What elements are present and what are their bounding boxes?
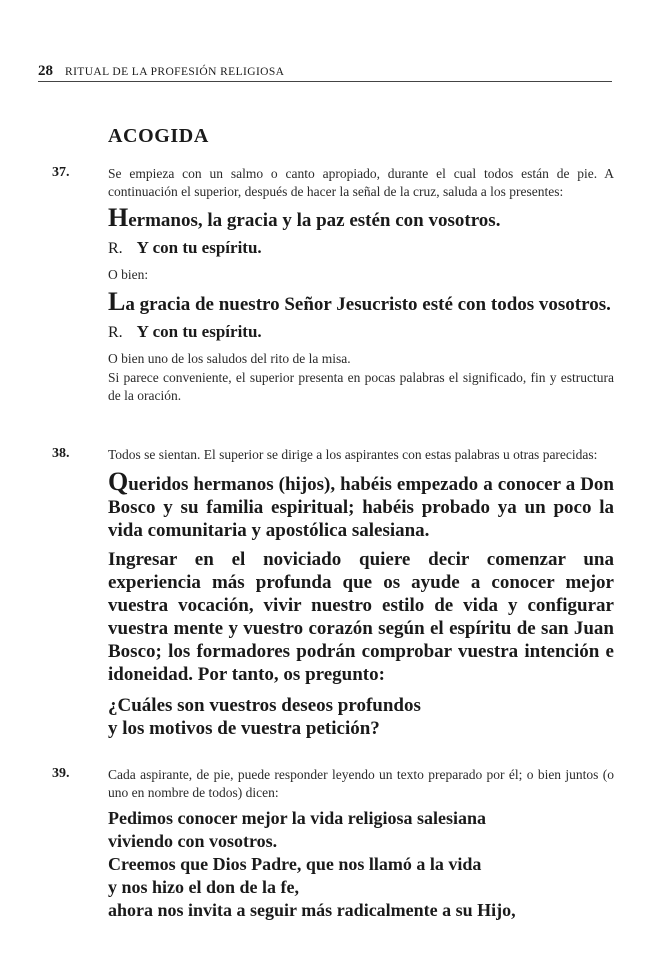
rubric-text: Todos se sientan. El superior se dirige a los aspirantes con estas palabras u otras parecidas: — [108, 447, 598, 462]
paragraph-number: 37. — [52, 165, 70, 180]
drop-cap: Q — [108, 466, 129, 496]
page-header — [38, 62, 612, 82]
address-text — [108, 466, 614, 542]
response-line — [108, 322, 614, 342]
response-lines — [108, 807, 614, 922]
page-number: 28 — [38, 63, 53, 79]
section-title: ACOGIDA — [108, 125, 209, 147]
response-line: y nos hizo el don de la fe, — [108, 877, 300, 897]
question-text — [108, 694, 614, 740]
response-line — [108, 238, 614, 258]
question-line: y los motivos de vuestra petición? — [108, 717, 380, 739]
greeting-text-body: a gracia de nuestro Señor Jesucristo esté con todos vosotros. — [125, 293, 611, 315]
paragraph-39 — [52, 766, 614, 922]
response-line: viviendo con vosotros. — [108, 831, 278, 851]
response-text: Y con tu espíritu. — [136, 321, 262, 341]
running-title: RITUAL DE LA PROFESIÓN RELIGIOSA — [65, 66, 285, 78]
question-line: ¿Cuáles son vuestros deseos profundos — [108, 694, 421, 716]
response-line: Pedimos conocer mejor la vida religiosa salesiana — [108, 808, 486, 828]
response-symbol: R. — [108, 240, 123, 257]
rubric-text: O bien uno de los saludos del rito de la misa. — [108, 350, 351, 366]
response-symbol: R. — [108, 323, 123, 341]
paragraph-37 — [52, 165, 614, 410]
rubric-text: Cada aspirante, de pie, puede responder leyendo un texto preparado por él; o bien juntos (o uno en nombre de todos) dicen: — [108, 767, 614, 800]
paragraph-38 — [52, 446, 614, 746]
response-line: Creemos que Dios Padre, que nos llamó a la vida — [108, 854, 482, 874]
greeting-text — [108, 203, 614, 232]
response-line: ahora nos invita a seguir más radicalmente a su Hijo, — [108, 900, 516, 920]
greeting-text-alt — [108, 286, 614, 316]
rubric-text: Si parece conveniente, el superior presenta en pocas palabras el significado, fin y estructura de la oración. — [108, 370, 614, 403]
drop-cap: L — [108, 286, 126, 316]
paragraph-number: 39. — [52, 766, 70, 781]
drop-cap: H — [108, 203, 129, 232]
address-text-continued: Ingresar en el noviciado quiere decir comenzar una experiencia más profunda que os ayude a conocer mejor vuestra vocación, vivir nuestro estilo de vida y configurar vuestra mente y vuestro corazón según el espíritu de san Juan Bosco; los formadores podrán comprobar vuestra intención e idoneidad. Por tanto, os pregunto: — [108, 548, 614, 685]
address-text-body: ueridos hermanos (hijos), habéis empezado a conocer a Don Bosco y su familia espiritual; habéis probado ya un poco la vida comunitaria y apostólica salesiana. — [108, 473, 614, 541]
response-text: Y con tu espíritu. — [136, 238, 262, 257]
rubric-or: O bien: — [108, 267, 149, 282]
rubric-text: Se empieza con un salmo o canto apropiado, durante el cual todos están de pie. A continuación el superior, después de hacer la señal de la cruz, saluda a los presentes: — [108, 166, 614, 199]
paragraph-number: 38. — [52, 446, 70, 461]
greeting-text-body: ermanos, la gracia y la paz estén con vosotros. — [128, 210, 501, 231]
